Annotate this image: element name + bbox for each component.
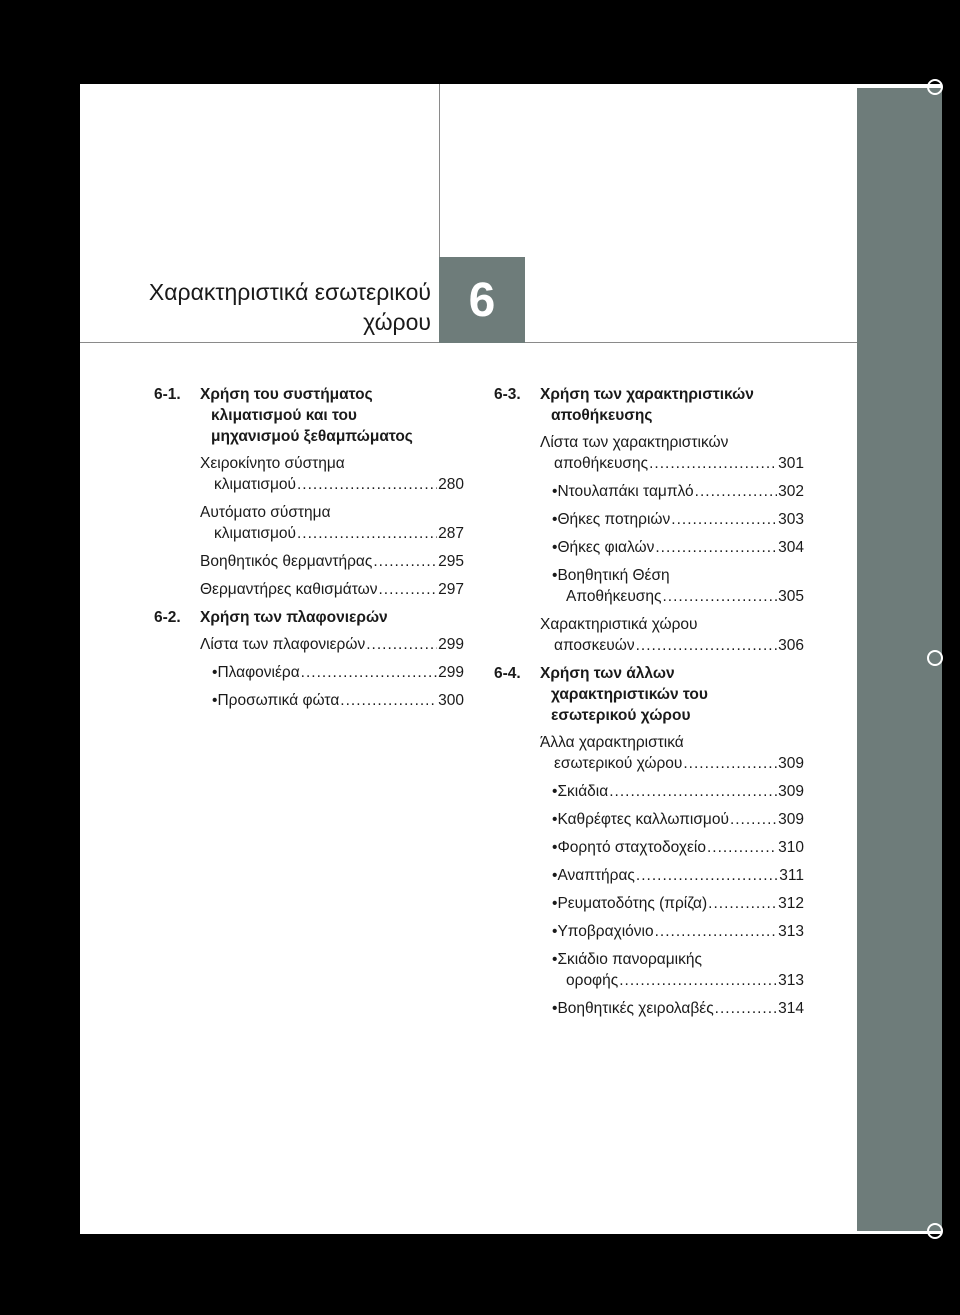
entry-page-line: [200, 523, 464, 544]
entry-page-line: [552, 921, 804, 942]
section-title-line: Χρήση των χαρακτηριστικών: [540, 386, 754, 403]
entry-label: εσωτερικού χώρου: [554, 755, 683, 772]
section-title: [200, 607, 464, 628]
entry-label: • Ρευματοδότης (πρίζα): [557, 895, 708, 912]
entry-page-line: [200, 634, 464, 655]
leader-dots: [297, 523, 437, 544]
chapter-title-line1: Χαρακτηριστικά εσωτερικού: [148, 279, 431, 305]
section-number: 6-4.: [494, 665, 521, 682]
section-title-line: κλιματισμού και του: [211, 407, 357, 424]
entry-page-line: [552, 481, 804, 502]
toc-sub-entry: [552, 537, 804, 558]
section-title: [200, 384, 464, 447]
toc-section-heading: [494, 663, 804, 726]
page-number: 313: [778, 972, 804, 989]
page-number: 309: [778, 755, 804, 772]
leader-dots: [715, 998, 777, 1019]
section-title-line: μηχανισμού ξεθαμπώματος: [211, 428, 413, 445]
entry-page-line: [212, 690, 464, 711]
toc-column-right: [494, 384, 804, 1026]
toc-sub-entry: [552, 509, 804, 530]
leader-dots: [366, 634, 437, 655]
leader-dots: [301, 662, 437, 683]
leader-dots: [707, 837, 777, 858]
section-title: [540, 384, 804, 426]
leader-dots: [649, 453, 777, 474]
toc-sub-entry: [552, 921, 804, 942]
entry-page-line: [552, 509, 804, 530]
crop-mark-icon: [927, 79, 943, 95]
page-number: 305: [778, 588, 804, 605]
toc-entry: [200, 453, 464, 495]
entry-label: Βοηθητικός θερμαντήρας: [200, 553, 373, 570]
toc-entry: [540, 614, 804, 656]
page-number: 306: [778, 637, 804, 654]
section-title-line: αποθήκευσης: [551, 407, 653, 424]
entry-label: • Θήκες ποτηριών: [557, 511, 671, 528]
entry-label: αποθήκευσης: [554, 455, 649, 472]
toc-sub-entry: [212, 662, 464, 683]
toc-entry: [200, 551, 464, 572]
entry-page-line: [540, 753, 804, 774]
toc-entry: [200, 579, 464, 600]
toc-sub-entry: [552, 949, 804, 991]
entry-label: • Φορητό σταχτοδοχείο: [557, 839, 706, 856]
page-number: 304: [778, 539, 804, 556]
entry-text-line: • Βοηθητική Θέση: [552, 565, 804, 586]
page-number: 309: [778, 783, 804, 800]
page-number: 295: [438, 553, 464, 570]
toc-section-heading: [494, 384, 804, 426]
toc-entry: [200, 634, 464, 655]
leader-dots: [636, 635, 778, 656]
manual-page: [80, 84, 942, 1234]
leader-dots: [662, 586, 777, 607]
leader-dots: [609, 781, 777, 802]
entry-page-line: [552, 970, 804, 991]
entry-page-line: [540, 453, 804, 474]
page-number: 312: [778, 895, 804, 912]
entry-text-line: Λίστα των χαρακτηριστικών: [540, 434, 729, 451]
entry-page-line: [552, 586, 804, 607]
toc-section-heading: [154, 384, 464, 447]
entry-label: • Ντουλαπάκι ταμπλό: [557, 483, 694, 500]
entry-page-line: [540, 635, 804, 656]
page-number: 287: [438, 525, 464, 542]
crop-mark-icon: [927, 650, 943, 666]
toc-sub-entry: [552, 481, 804, 502]
page-number: 300: [438, 692, 464, 709]
section-number: 6-2.: [154, 609, 181, 626]
page-number: 302: [778, 483, 804, 500]
entry-page-line: [200, 474, 464, 495]
page-number: 313: [778, 923, 804, 940]
leader-dots: [655, 537, 777, 558]
section-number: 6-3.: [494, 386, 521, 403]
toc-sub-entry: [212, 690, 464, 711]
page-number: 301: [778, 455, 804, 472]
leader-dots: [378, 579, 437, 600]
entry-text-line: Αυτόματο σύστημα: [200, 504, 331, 521]
leader-dots: [695, 481, 777, 502]
entry-page-line: [552, 809, 804, 830]
entry-label: • Αναπτήρας: [557, 867, 635, 884]
page-number: 310: [778, 839, 804, 856]
entry-page-line: [552, 537, 804, 558]
entry-page-line: [200, 579, 464, 600]
entry-page-line: [212, 662, 464, 683]
entry-text-line: Χειροκίνητο σύστημα: [200, 455, 345, 472]
entry-label: • Θήκες φιαλών: [557, 539, 655, 556]
toc-entry: [540, 432, 804, 474]
entry-text-line: • Σκιάδιο πανοραμικής: [552, 949, 804, 970]
page-number: 299: [438, 636, 464, 653]
entry-label: αποσκευών: [554, 637, 635, 654]
section-title-line: χαρακτηριστικών του: [551, 686, 708, 703]
entry-label: Θερμαντήρες καθισμάτων: [200, 581, 378, 598]
entry-label: κλιματισμού: [214, 476, 296, 493]
entry-label: • Σκιάδια: [557, 783, 609, 800]
entry-page-line: [552, 781, 804, 802]
toc-sub-entry: [552, 781, 804, 802]
entry-page-line: [552, 998, 804, 1019]
page-number: 299: [438, 664, 464, 681]
leader-dots: [671, 509, 777, 530]
entry-page-line: [552, 865, 804, 886]
entry-label: Λίστα των πλαφονιερών: [200, 636, 366, 653]
section-title: [540, 663, 804, 726]
entry-label: • Καθρέφτες καλλωπισμού: [557, 811, 729, 828]
page-number: 311: [779, 867, 804, 884]
toc-entry: [540, 732, 804, 774]
toc-sub-entry: [552, 893, 804, 914]
section-number: 6-1.: [154, 386, 181, 403]
toc-sub-entry: [552, 809, 804, 830]
page-number: 314: [778, 1000, 804, 1017]
entry-page-line: [200, 551, 464, 572]
toc-sub-entry: [552, 837, 804, 858]
toc-section-heading: [154, 607, 464, 628]
section-title-line: Χρήση των πλαφονιερών: [200, 609, 388, 626]
leader-dots: [619, 970, 777, 991]
page-number: 309: [778, 811, 804, 828]
leader-dots: [708, 893, 777, 914]
section-title-line: Χρήση των άλλων: [540, 665, 675, 682]
toc-column-left: [154, 384, 464, 718]
entry-label: • Πλαφονιέρα: [217, 664, 300, 681]
entry-label: • Προσωπικά φώτα: [217, 692, 340, 709]
crop-mark-icon: [927, 1223, 943, 1239]
leader-dots: [297, 474, 437, 495]
page-number: 297: [438, 581, 464, 598]
section-title-line: εσωτερικού χώρου: [551, 707, 691, 724]
leader-dots: [655, 921, 778, 942]
leader-dots: [683, 753, 777, 774]
toc-sub-entry: [552, 865, 804, 886]
toc-sub-entry: [552, 998, 804, 1019]
entry-page-line: [552, 893, 804, 914]
leader-dots: [340, 690, 437, 711]
page-number: 280: [438, 476, 464, 493]
leader-dots: [373, 551, 437, 572]
entry-label: • Υποβραχιόνιο: [557, 923, 654, 940]
chapter-title: [149, 277, 431, 337]
entry-label: οροφής: [566, 972, 619, 989]
chapter-number: 6: [468, 273, 496, 327]
toc-entry: [200, 502, 464, 544]
entry-page-line: [552, 837, 804, 858]
entry-label: • Βοηθητικές χειρολαβές: [557, 1000, 714, 1017]
entry-label: Αποθήκευσης: [566, 588, 662, 605]
page-number: 303: [778, 511, 804, 528]
leader-dots: [636, 865, 778, 886]
entry-label: κλιματισμού: [214, 525, 296, 542]
toc-sub-entry: [552, 565, 804, 607]
leader-dots: [730, 809, 777, 830]
chapter-title-line2: χώρου: [363, 309, 431, 335]
chapter-number-box: [439, 257, 525, 343]
section-title-line: Χρήση του συστήματος: [200, 386, 373, 403]
entry-text-line: Χαρακτηριστικά χώρου: [540, 616, 698, 633]
entry-text-line: Άλλα χαρακτηριστικά: [540, 734, 684, 751]
